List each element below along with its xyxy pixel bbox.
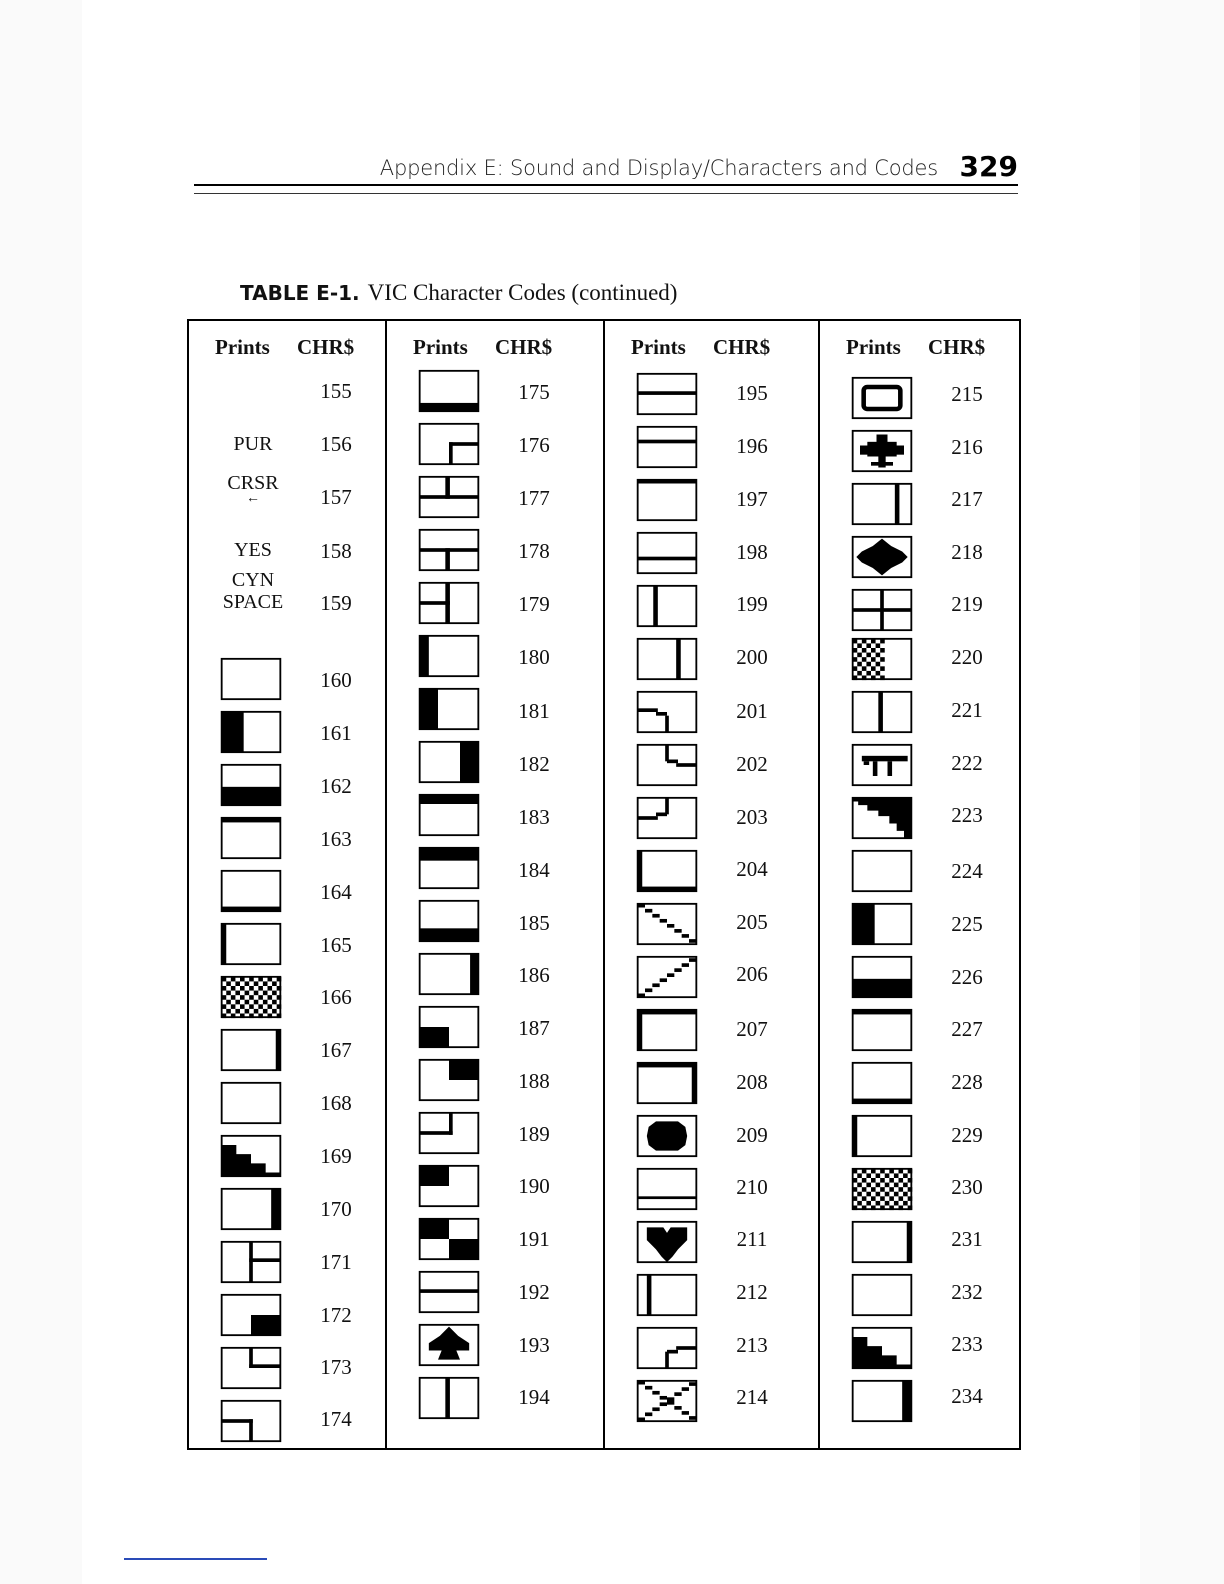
column-header-chrs: CHR$ [713, 335, 771, 359]
printed-character [219, 1346, 283, 1390]
control-code-label [209, 569, 297, 613]
character-glyph-icon [850, 849, 914, 893]
table-column [189, 321, 404, 1448]
chr-code: 224 [951, 859, 983, 883]
printed-character [850, 429, 914, 473]
character-glyph-icon [417, 1270, 481, 1314]
control-code-text: PUR [233, 433, 273, 455]
character-glyph-icon [635, 902, 699, 946]
chr-code: 222 [951, 751, 983, 775]
chr-code: 159 [320, 591, 352, 615]
printed-character [219, 922, 283, 966]
chr-code: 189 [518, 1122, 550, 1146]
character-glyph-icon [850, 902, 914, 946]
character-glyph-icon [850, 1273, 914, 1317]
chr-code: 196 [736, 434, 768, 458]
character-glyph-icon [417, 899, 481, 943]
printed-character [635, 902, 699, 946]
printed-character [850, 482, 914, 526]
printed-character [417, 1376, 481, 1420]
printed-character [417, 687, 481, 731]
chr-code: 206 [736, 962, 768, 986]
printed-character [417, 1323, 481, 1367]
chr-code: 216 [951, 435, 983, 459]
table-column [387, 321, 602, 1448]
chr-code: 228 [951, 1070, 983, 1094]
character-glyph-icon [635, 372, 699, 416]
printed-character [850, 1114, 914, 1158]
chr-code: 200 [736, 645, 768, 669]
printed-character [417, 793, 481, 837]
printed-character [417, 1005, 481, 1049]
character-glyph-icon [635, 690, 699, 734]
character-glyph-icon [850, 690, 914, 734]
chr-code: 179 [518, 592, 550, 616]
column-header-chrs: CHR$ [928, 335, 986, 359]
printed-character [417, 634, 481, 678]
chr-code: 162 [320, 774, 352, 798]
character-glyph-icon [417, 1111, 481, 1155]
printed-character [635, 1220, 699, 1264]
character-glyph-icon [417, 634, 481, 678]
left-arrow-icon: ← [246, 491, 260, 506]
printed-character [417, 846, 481, 890]
column-header-prints: Prints [413, 335, 468, 359]
control-code-label [209, 528, 297, 572]
character-glyph-icon [850, 482, 914, 526]
chr-code: 173 [320, 1355, 352, 1379]
character-glyph-icon [635, 478, 699, 522]
character-glyph-icon [219, 975, 283, 1019]
chr-code: 174 [320, 1407, 352, 1431]
character-glyph-icon [635, 1326, 699, 1370]
character-glyph-icon [417, 1323, 481, 1367]
printed-character [850, 796, 914, 840]
printed-character [635, 1273, 699, 1317]
chr-code: 204 [736, 857, 768, 881]
printed-character [219, 1134, 283, 1178]
printed-character [219, 1293, 283, 1337]
printed-character [219, 869, 283, 913]
chr-code: 160 [320, 668, 352, 692]
printed-character [850, 902, 914, 946]
footer-rule [124, 1558, 267, 1560]
chr-code: 155 [320, 379, 352, 403]
character-glyph-icon [219, 763, 283, 807]
chr-code: 220 [951, 645, 983, 669]
character-glyph-icon [219, 1399, 283, 1443]
table-label: TABLE E-1. [240, 281, 360, 305]
character-glyph-icon [635, 743, 699, 787]
printed-character [417, 581, 481, 625]
character-glyph-icon [219, 1346, 283, 1390]
control-code-label [209, 465, 297, 509]
printed-character [635, 425, 699, 469]
printed-character [850, 955, 914, 999]
chr-code: 207 [736, 1017, 768, 1041]
chr-code: 163 [320, 827, 352, 851]
chr-code: 176 [518, 433, 550, 457]
character-glyph-icon [219, 816, 283, 860]
printed-character [417, 740, 481, 784]
chr-code: 171 [320, 1250, 352, 1274]
printed-character [635, 1061, 699, 1105]
character-glyph-icon [219, 1134, 283, 1178]
character-code-table [187, 319, 1021, 1450]
character-glyph-icon [417, 475, 481, 519]
character-glyph-icon [219, 1240, 283, 1284]
character-glyph-icon [219, 922, 283, 966]
printed-character [219, 975, 283, 1019]
printed-character [219, 1399, 283, 1443]
chr-code: 218 [951, 540, 983, 564]
chr-code: 181 [518, 699, 550, 723]
printed-character [635, 372, 699, 416]
printed-character [635, 1167, 699, 1211]
printed-character [850, 1220, 914, 1264]
character-glyph-icon [417, 793, 481, 837]
chr-code: 177 [518, 486, 550, 510]
chr-code: 197 [736, 487, 768, 511]
character-glyph-icon [635, 584, 699, 628]
printed-character [417, 1058, 481, 1102]
chr-code: 169 [320, 1144, 352, 1168]
printed-character [219, 1081, 283, 1125]
printed-character [219, 1240, 283, 1284]
chr-code: 219 [951, 592, 983, 616]
printed-character [219, 1028, 283, 1072]
chr-code: 198 [736, 540, 768, 564]
chr-code: 229 [951, 1123, 983, 1147]
character-glyph-icon [219, 1028, 283, 1072]
character-glyph-icon [850, 1114, 914, 1158]
control-code-text: CYN [231, 569, 275, 591]
chr-code: 167 [320, 1038, 352, 1062]
character-glyph-icon [635, 1379, 699, 1423]
character-glyph-icon [850, 1326, 914, 1370]
chr-code: 157 [320, 485, 352, 509]
chr-code: 192 [518, 1280, 550, 1304]
column-header-chrs: CHR$ [297, 335, 355, 359]
chr-code: 165 [320, 933, 352, 957]
chr-code: 170 [320, 1197, 352, 1221]
table-column [820, 321, 1035, 1448]
character-glyph-icon [850, 588, 914, 632]
column-divider [603, 321, 605, 1448]
character-glyph-icon [417, 1217, 481, 1261]
chr-code: 184 [518, 858, 550, 882]
chr-code: 185 [518, 911, 550, 935]
column-header-chrs: CHR$ [495, 335, 553, 359]
character-glyph-icon [417, 846, 481, 890]
chr-code: 232 [951, 1280, 983, 1304]
character-glyph-icon [635, 1008, 699, 1052]
chr-code: 172 [320, 1303, 352, 1327]
character-glyph-icon [850, 1061, 914, 1105]
printed-character [850, 1008, 914, 1052]
chr-code: 175 [518, 380, 550, 404]
printed-character [417, 952, 481, 996]
printed-character [635, 849, 699, 893]
character-glyph-icon [635, 637, 699, 681]
chr-code: 231 [951, 1227, 983, 1251]
printed-character [417, 422, 481, 466]
chr-code: 225 [951, 912, 983, 936]
chr-code: 221 [951, 698, 983, 722]
character-glyph-icon [635, 531, 699, 575]
printed-character [850, 1167, 914, 1211]
chr-code: 193 [518, 1333, 550, 1357]
printed-character [635, 1008, 699, 1052]
table-caption [240, 280, 677, 306]
character-glyph-icon [635, 1220, 699, 1264]
character-glyph-icon [850, 1008, 914, 1052]
column-header-prints: Prints [631, 335, 686, 359]
chr-code: 213 [736, 1333, 768, 1357]
chr-code: 178 [518, 539, 550, 563]
chr-code: 211 [736, 1227, 768, 1251]
printed-character [635, 743, 699, 787]
chr-code: 209 [736, 1123, 768, 1147]
printed-character [635, 1114, 699, 1158]
chr-code: 194 [518, 1385, 550, 1409]
printed-character [635, 637, 699, 681]
chr-code: 227 [951, 1017, 983, 1041]
printed-character [219, 657, 283, 701]
table-column [605, 321, 820, 1448]
chr-code: 186 [518, 963, 550, 987]
chr-code: 233 [951, 1332, 983, 1356]
printed-character [635, 531, 699, 575]
printed-character [417, 1111, 481, 1155]
character-glyph-icon [850, 535, 914, 579]
character-glyph-icon [850, 1220, 914, 1264]
character-glyph-icon [219, 1081, 283, 1125]
character-glyph-icon [635, 1273, 699, 1317]
chr-code: 210 [736, 1175, 768, 1199]
printed-character [219, 710, 283, 754]
chr-code: 188 [518, 1069, 550, 1093]
character-glyph-icon [635, 955, 699, 999]
printed-character [635, 796, 699, 840]
character-glyph-icon [417, 369, 481, 413]
character-glyph-icon [417, 581, 481, 625]
character-glyph-icon [850, 1167, 914, 1211]
character-glyph-icon [219, 869, 283, 913]
page-number: 329 [959, 150, 1018, 183]
character-glyph-icon [417, 422, 481, 466]
printed-character [219, 1187, 283, 1231]
control-code-label [209, 422, 297, 466]
chr-code: 190 [518, 1174, 550, 1198]
header-rule-thin [194, 193, 1018, 194]
chr-code: 201 [736, 699, 768, 723]
column-divider [385, 321, 387, 1448]
printed-character [850, 1379, 914, 1423]
printed-character [635, 1326, 699, 1370]
printed-character [850, 1326, 914, 1370]
character-glyph-icon [635, 796, 699, 840]
printed-character [635, 1379, 699, 1423]
printed-character [417, 475, 481, 519]
printed-character [219, 816, 283, 860]
header-rule [194, 184, 1018, 186]
character-glyph-icon [635, 1167, 699, 1211]
chr-code: 230 [951, 1175, 983, 1199]
character-glyph-icon [850, 955, 914, 999]
column-divider [818, 321, 820, 1448]
table-title: VIC Character Codes (continued) [367, 280, 678, 305]
chr-code: 234 [951, 1384, 983, 1408]
chr-code: 195 [736, 381, 768, 405]
character-glyph-icon [417, 687, 481, 731]
character-glyph-icon [850, 796, 914, 840]
printed-character [417, 899, 481, 943]
chr-code: 215 [951, 382, 983, 406]
character-glyph-icon [850, 743, 914, 787]
printed-character [850, 690, 914, 734]
chr-code: 205 [736, 910, 768, 934]
chr-code: 166 [320, 985, 352, 1009]
printed-character [635, 955, 699, 999]
printed-character [850, 637, 914, 681]
character-glyph-icon [635, 425, 699, 469]
character-glyph-icon [219, 657, 283, 701]
chr-code: 158 [320, 539, 352, 563]
chr-code: 168 [320, 1091, 352, 1115]
control-code-text: CRSR [227, 472, 279, 494]
character-glyph-icon [417, 952, 481, 996]
printed-character [850, 1273, 914, 1317]
character-glyph-icon [850, 429, 914, 473]
printed-character [850, 1061, 914, 1105]
printed-character [417, 1270, 481, 1314]
chr-code: 223 [951, 803, 983, 827]
chr-code: 203 [736, 805, 768, 829]
character-glyph-icon [219, 1187, 283, 1231]
character-glyph-icon [417, 740, 481, 784]
chr-code: 191 [518, 1227, 550, 1251]
chr-code: 226 [951, 965, 983, 989]
printed-character [850, 376, 914, 420]
printed-character [219, 763, 283, 807]
character-glyph-icon [219, 1293, 283, 1337]
control-code-text: YES [234, 539, 272, 561]
character-glyph-icon [417, 528, 481, 572]
chr-code: 217 [951, 487, 983, 511]
character-glyph-icon [417, 1005, 481, 1049]
character-glyph-icon [635, 1114, 699, 1158]
chr-code: 182 [518, 752, 550, 776]
character-glyph-icon [850, 376, 914, 420]
character-glyph-icon [635, 849, 699, 893]
chr-code: 214 [736, 1385, 768, 1409]
chr-code: 156 [320, 432, 352, 456]
character-glyph-icon [417, 1376, 481, 1420]
printed-character [417, 1217, 481, 1261]
printed-character [850, 849, 914, 893]
chr-code: 212 [736, 1280, 768, 1304]
character-glyph-icon [219, 710, 283, 754]
chr-code: 202 [736, 752, 768, 776]
printed-character [850, 743, 914, 787]
chr-code: 187 [518, 1016, 550, 1040]
chr-code: 180 [518, 645, 550, 669]
running-title: Appendix E: Sound and Display/Characters and Codes [379, 156, 938, 180]
printed-character [417, 1164, 481, 1208]
character-glyph-icon [417, 1164, 481, 1208]
column-header-prints: Prints [215, 335, 270, 359]
character-glyph-icon [850, 1379, 914, 1423]
printed-character [635, 584, 699, 628]
character-glyph-icon [850, 637, 914, 681]
chr-code: 161 [320, 721, 352, 745]
printed-character [850, 535, 914, 579]
chr-code: 199 [736, 592, 768, 616]
printed-character [417, 528, 481, 572]
printed-character [850, 588, 914, 632]
chr-code: 183 [518, 805, 550, 829]
printed-character [417, 369, 481, 413]
printed-character [635, 690, 699, 734]
printed-character [635, 478, 699, 522]
character-glyph-icon [417, 1058, 481, 1102]
control-code-subtext: SPACE [222, 591, 284, 613]
chr-code: 164 [320, 880, 352, 904]
character-glyph-icon [635, 1061, 699, 1105]
chr-code: 208 [736, 1070, 768, 1094]
column-header-prints: Prints [846, 335, 901, 359]
